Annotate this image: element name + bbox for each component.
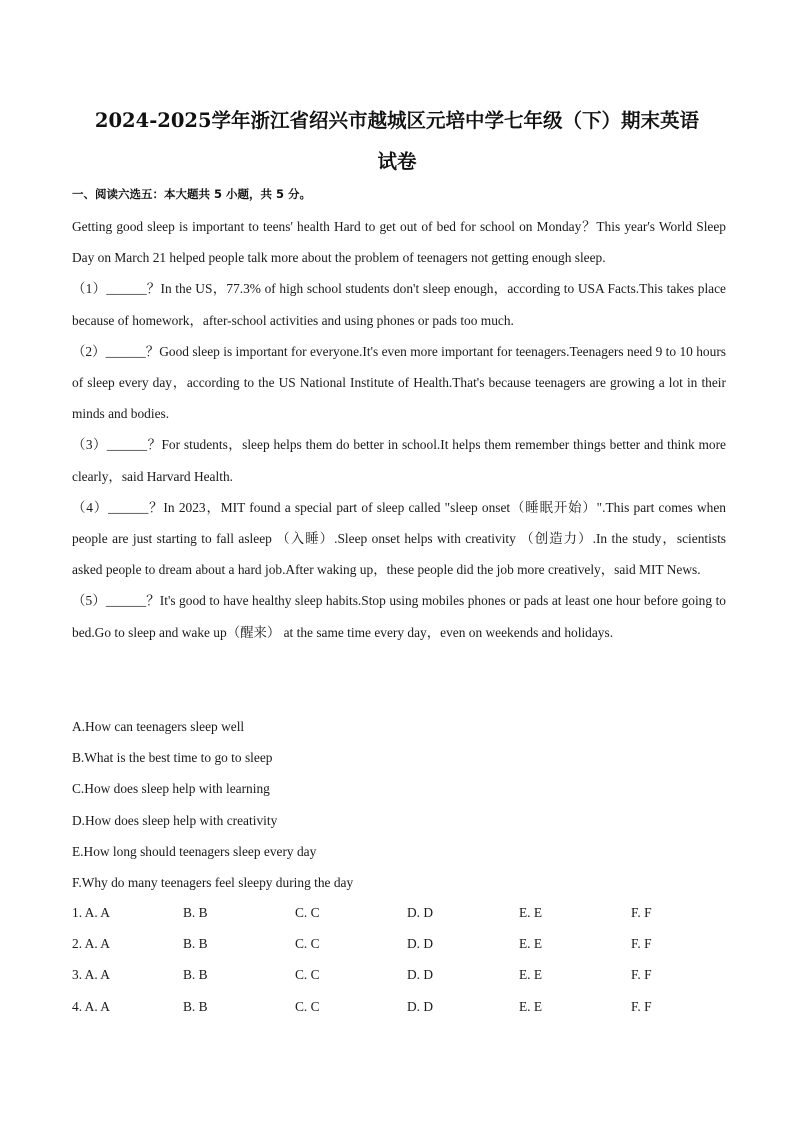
option-item: C.How does sleep help with learning: [72, 781, 270, 797]
option-item: A.How can teenagers sleep well: [72, 719, 245, 734]
exam-title-line1: 2024-2025学年浙江省绍兴市越城区元培中学七年级（下）期末英语: [94, 109, 700, 132]
answer-choice: B. B: [183, 936, 208, 952]
section-heading: 一、阅读六选五：本大题共 5 小题，共 5 分。: [72, 187, 312, 201]
answer-choice: D. D: [407, 967, 434, 983]
passage-paragraph: （1）______？In the US，77.3% of high school students don't sleep enough，according to USA Facts.This takes place because of homework，after-school activities and using phones or pads too much.: [72, 281, 726, 328]
answer-row: [72, 991, 732, 1022]
answer-choice: E. E: [519, 998, 543, 1014]
answer-choice: E. E: [519, 905, 543, 920]
reading-passage: [72, 211, 726, 648]
passage-paragraph: （2）______？Good sleep is important for everyone.It's even more important for teenagers.Teenagers need 9 to 10 hours of sleep every day，according to the US National Institute of Health.That's because teenagers are growing a lot in their minds and bodies.: [72, 343, 726, 422]
passage-paragraph: （4）______？In 2023，MIT found a special part of sleep called "sleep onset（睡眠开始）".This part comes when people are just starting to fall asleep （入睡）.Sleep onset helps with creativity （创造力）.In the study，scientists asked people to dream about a hard job.After waking up，these people did the job more creatively，said MIT News.: [72, 499, 726, 578]
answer-choices: [72, 897, 732, 1022]
answer-choice: 4. A. A: [72, 998, 110, 1014]
answer-choice: F. F: [631, 967, 652, 983]
answer-choice: C. C: [295, 967, 320, 983]
option-item: F.Why do many teenagers feel sleepy during the day: [72, 874, 354, 890]
passage-paragraph: Getting good sleep is important to teens' health Hard to get out of bed for school on Monday？This year's World Sleep Day on March 21 helped people talk more about the problem of teenagers not getting enough sleep.: [72, 219, 726, 266]
answer-choice: C. C: [295, 905, 320, 920]
answer-choice: D. D: [407, 998, 434, 1014]
passage-paragraph: （3）______？For students，sleep helps them do better in school.It helps them remember things better and think more clearly，said Harvard Health.: [72, 437, 726, 484]
answer-choice: C. C: [295, 998, 320, 1014]
exam-title: [60, 100, 734, 182]
option-item: B.What is the best time to go to sleep: [72, 750, 273, 766]
answer-choice: D. D: [407, 936, 434, 952]
option-item: D.How does sleep help with creativity: [72, 812, 278, 828]
answer-choice: F. F: [631, 905, 652, 920]
exam-title-line2: 试卷: [377, 150, 417, 173]
answer-choice: E. E: [519, 967, 543, 983]
answer-choice: F. F: [631, 936, 652, 952]
answer-choice: 2. A. A: [72, 936, 110, 952]
answer-choice: C. C: [295, 936, 320, 952]
answer-choice: B. B: [183, 905, 208, 920]
answer-choice: B. B: [183, 998, 208, 1014]
option-item: E.How long should teenagers sleep every day: [72, 843, 317, 859]
answer-choice: F. F: [631, 998, 652, 1014]
answer-choice: D. D: [407, 905, 434, 920]
options-list: [72, 711, 726, 898]
passage-paragraph: （5）______？It's good to have healthy sleep habits.Stop using mobiles phones or pads at least one hour before going to bed.Go to sleep and wake up（醒来） at the same time every day，even on weekends and holidays.: [72, 593, 726, 640]
answer-choice: 3. A. A: [72, 967, 110, 983]
answer-row: [72, 959, 732, 990]
answer-row: [72, 928, 732, 959]
answer-row: [72, 897, 732, 928]
answer-choice: 1. A. A: [72, 905, 110, 920]
answer-choice: B. B: [183, 967, 208, 983]
answer-choice: E. E: [519, 936, 543, 952]
